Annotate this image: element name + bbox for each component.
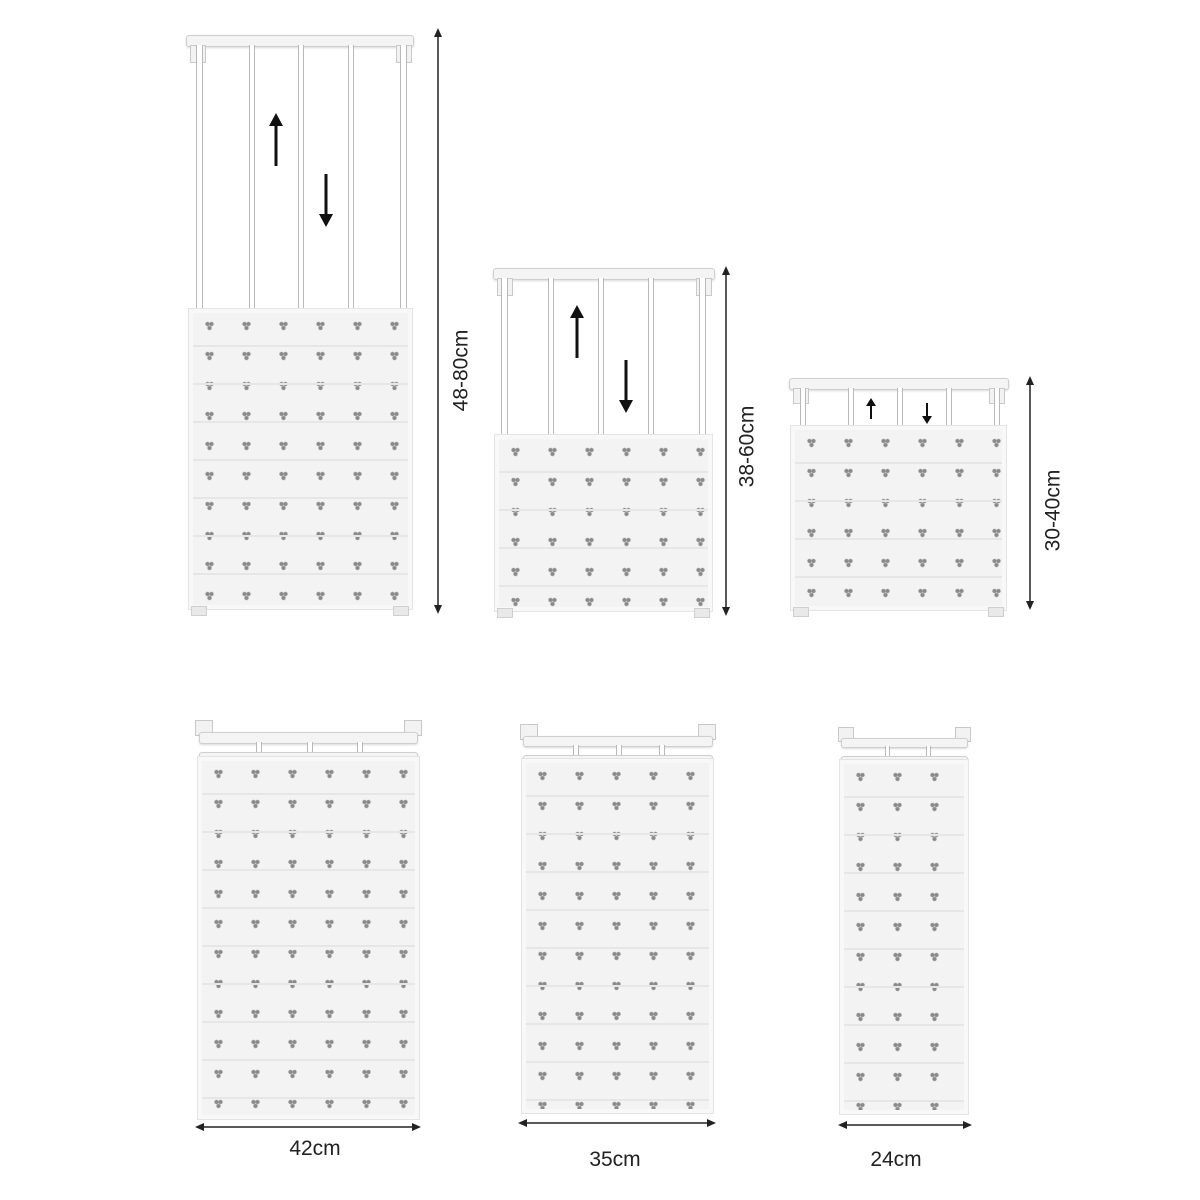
telescopic-rod <box>946 388 952 428</box>
telescopic-rod <box>994 388 1000 428</box>
rack-foot <box>497 608 513 618</box>
telescopic-rod <box>298 45 304 310</box>
height-dimension-line <box>1022 376 1038 610</box>
width-label-3: 24cm <box>870 1148 922 1171</box>
rack-panel <box>494 434 713 612</box>
arrow-up-icon <box>266 112 286 168</box>
arrow-down-icon <box>316 172 336 228</box>
rack-panel <box>839 759 969 1115</box>
telescopic-rod <box>249 45 255 310</box>
height-label-2: 38-60cm <box>735 405 759 488</box>
telescopic-rod <box>848 388 854 428</box>
arrow-down-icon <box>920 402 934 424</box>
height-label-1: 48-80cm <box>449 329 473 412</box>
telescopic-rod <box>800 388 806 428</box>
telescopic-rod <box>897 388 903 428</box>
telescopic-rod <box>548 278 554 438</box>
rack-foot <box>694 608 710 618</box>
rack-top-rail <box>493 268 715 280</box>
width-label-2: 35cm <box>589 1148 641 1171</box>
rack-foot <box>988 607 1004 617</box>
rack-foot <box>793 607 809 617</box>
rack-panel <box>790 425 1007 611</box>
telescopic-rod <box>348 45 354 310</box>
width-dimension-line <box>195 1120 421 1134</box>
width-dimension-line <box>518 1116 716 1130</box>
telescopic-rod <box>196 45 203 310</box>
height-label-3: 30-40cm <box>1041 469 1065 552</box>
width-label-1: 42cm <box>289 1137 341 1160</box>
height-dimension-line <box>718 266 734 616</box>
telescopic-rod <box>400 45 407 310</box>
arrow-up-icon <box>864 398 878 420</box>
rack-panel <box>521 758 714 1114</box>
arrow-down-icon <box>616 358 636 414</box>
telescopic-rod <box>699 278 706 438</box>
arrow-up-icon <box>567 304 587 360</box>
telescopic-rod <box>648 278 654 438</box>
height-dimension-line <box>430 28 446 614</box>
telescopic-rod <box>598 278 604 438</box>
rack-panel <box>188 308 413 610</box>
rack-foot <box>191 606 207 616</box>
telescopic-rod <box>501 278 508 438</box>
width-dimension-line <box>838 1118 972 1132</box>
rack-panel <box>197 756 420 1120</box>
rack-top-rail <box>841 738 968 748</box>
rack-foot <box>393 606 409 616</box>
